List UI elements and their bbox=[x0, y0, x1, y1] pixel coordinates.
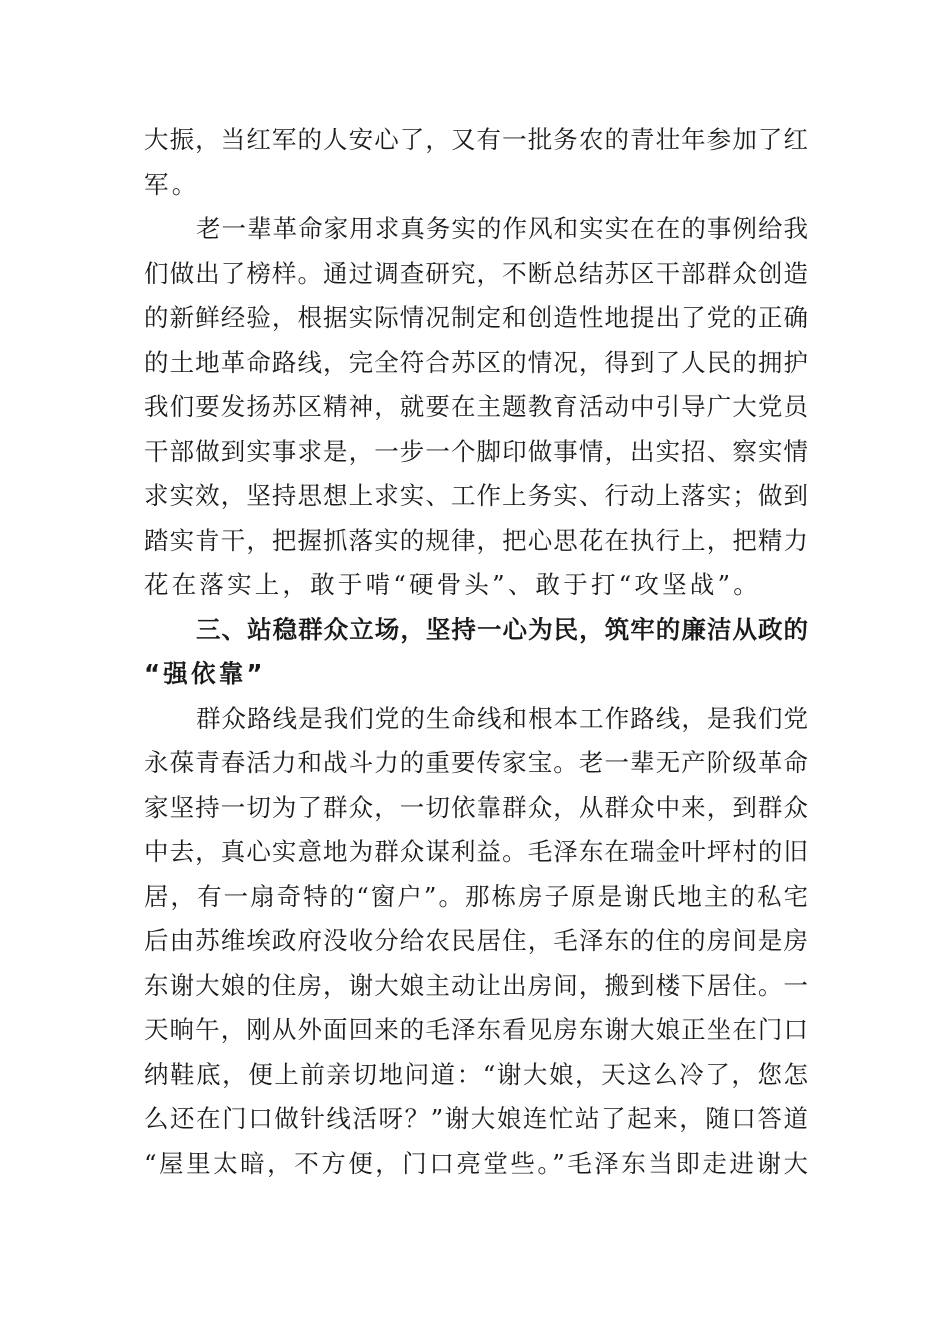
paragraph-3-line-8: 天晌午，刚从外面回来的毛泽东看见房东谢大娘正坐在门口 bbox=[144, 1015, 808, 1044]
paragraph-2-line-6: 干部做到实事求是，一步一个脚印做事情，出实招、察实情 bbox=[144, 436, 808, 466]
paragraph-3-line-2: 永葆青春活力和战斗力的重要传家宝。老一辈无产阶级革命 bbox=[144, 748, 808, 777]
paragraph-2-line-8: 踏实肯干，把握抓落实的规律，把心思花在执行上，把精力 bbox=[144, 525, 808, 555]
paragraph-2-line-1: 老一辈革命家用求真务实的作风和实实在在的事例给我 bbox=[196, 214, 808, 243]
paragraph-3-line-10: 么还在门口做针线活呀？”谢大娘连忙站了起来，随口答道 bbox=[144, 1104, 808, 1133]
paragraph-2-line-3: 的新鲜经验，根据实际情况制定和创造性地提出了党的正确 bbox=[144, 303, 808, 332]
paragraph-2-line-9: 花在落实上，敢于啃“硬骨头”、敢于打“攻坚战”。 bbox=[144, 570, 761, 599]
paragraph-3-line-9: 纳鞋底，便上前亲切地问道：“谢大娘，天这么冷了，您怎 bbox=[144, 1059, 808, 1089]
paragraph-3-line-7: 东谢大娘的住房，谢大娘主动让出房间，搬到楼下居住。一 bbox=[144, 970, 808, 1000]
paragraph-2-line-2: 们做出了榜样。通过调查研究，不断总结苏区干部群众创造 bbox=[144, 258, 808, 288]
section-heading-line-1: 三、站稳群众立场，坚持一心为民，筑牢的廉洁从政的 bbox=[196, 614, 808, 644]
paragraph-2-line-5: 我们要发扬苏区精神，就要在主题教育活动中引导广大党员 bbox=[144, 392, 808, 421]
paragraph-2-line-4: 的土地革命路线，完全符合苏区的情况，得到了人民的拥护 bbox=[144, 347, 808, 377]
document-page bbox=[144, 118, 808, 1186]
paragraph-3-line-3: 家坚持一切为了群众，一切依靠群众，从群众中来，到群众 bbox=[144, 792, 808, 822]
paragraph-3-line-5: 居，有一扇奇特的“窗户”。那栋房子原是谢氏地主的私宅 bbox=[144, 881, 808, 911]
section-heading-line-2: “强依靠” bbox=[144, 659, 266, 688]
paragraph-1-line-1: 大振，当红军的人安心了，又有一批务农的青壮年参加了红 bbox=[144, 125, 808, 154]
paragraph-3-line-6: 后由苏维埃政府没收分给农民居住，毛泽东的住的房间是房 bbox=[144, 926, 808, 955]
paragraph-3-line-1: 群众路线是我们党的生命线和根本工作路线，是我们党 bbox=[196, 703, 808, 733]
paragraph-2-line-7: 求实效，坚持思想上求实、工作上务实、行动上落实；做到 bbox=[144, 481, 808, 510]
paragraph-3-line-11: “屋里太暗，不方便，门口亮堂些。”毛泽东当即走进谢大 bbox=[144, 1148, 808, 1178]
paragraph-1-line-2: 军。 bbox=[144, 169, 200, 199]
paragraph-3-line-4: 中去，真心实意地为群众谋利益。毛泽东在瑞金叶坪村的旧 bbox=[144, 837, 808, 866]
